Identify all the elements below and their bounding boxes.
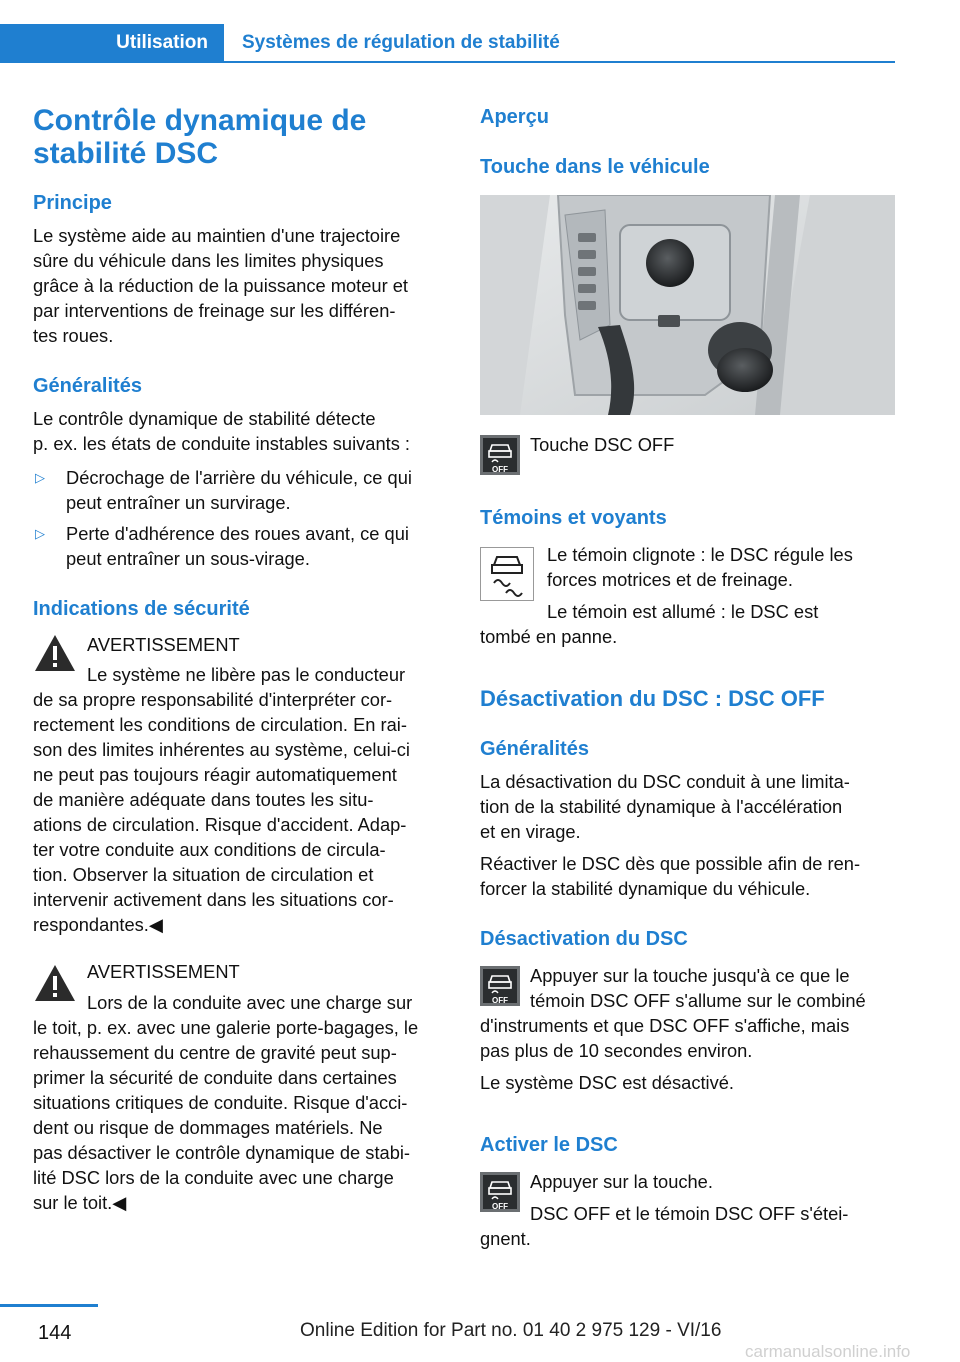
page-title-line-1: Contrôle dynamique de [33,104,367,137]
dsc-off-button-icon [480,435,520,475]
gen-line: forcer la stabilité dynamique du véhicule. [480,878,811,899]
warning-line: Le système ne libère pas le conducteur [87,664,406,685]
generalites-line: p. ex. les états de conduite instables suivants : [33,433,411,454]
generalites-line: Le contrôle dynamique de stabilité détecte [33,408,376,429]
bullet-triangle-icon: ▷ [35,526,45,541]
activer-line: Appuyer sur la touche. [530,1171,713,1192]
desact-line: Le système DSC est désactivé. [480,1072,735,1093]
svg-text:OFF: OFF [492,465,508,474]
desact-line: témoin DSC OFF s'allume sur le combiné [530,990,866,1011]
watermark: carmanualsonline.info [745,1342,911,1361]
desactivation-heading: Désactivation du DSC : DSC OFF [480,686,825,711]
warning-line: lité DSC lors de la conduite avec une charge [33,1167,394,1188]
warning-line: rehaussement du centre de gravité peut sup‐ [33,1042,397,1063]
principe-line: sûre du véhicule dans les limites physiques [33,250,384,271]
touche-heading: Touche dans le véhicule [480,156,710,178]
warning-line: rectement les conditions de circulation. En rai‐ [33,714,407,735]
warning-line: situations critiques de conduite. Risque d'acci‐ [33,1092,408,1113]
dsc-warning-lamp-icon [480,547,534,601]
gen-line: tion de la stabilité dynamique à l'accélération [480,796,843,817]
principe-line: grâce à la réduction de la puissance moteur et [33,275,408,296]
apercu-heading: Aperçu [480,106,549,128]
warning-line: ne peut pas toujours réagir automatiquement [33,764,397,785]
center-console-photo [480,195,895,415]
warning-line: Lors de la conduite avec une charge sur [87,992,413,1013]
warning-line: primer la sécurité de conduite dans certaines [33,1067,397,1088]
warning-title: AVERTISSEMENT [87,634,240,655]
gen-line: et en virage. [480,821,581,842]
header-tab: Utilisation [0,24,224,62]
temoins-line: Le témoin est allumé : le DSC est [547,601,819,622]
warning-line: ter votre conduite aux conditions de circula‐ [33,839,386,860]
warning-triangle-icon [33,962,77,1004]
warning-title: AVERTISSEMENT [87,961,240,982]
svg-text:OFF: OFF [492,1202,508,1211]
activer-line: gnent. [480,1228,531,1249]
warning-triangle-icon [33,632,77,674]
svg-text:OFF: OFF [492,996,508,1005]
warning-line: sur le toit.◀ [33,1192,127,1213]
desact-line: d'instruments et que DSC OFF s'affiche, mais [480,1015,850,1036]
warning-line: le toit, p. ex. avec une galerie porte-bagages, le [33,1017,419,1038]
principe-line: Le système aide au maintien d'une trajectoire [33,225,401,246]
dsc-off-button-icon [480,1172,520,1212]
principe-line: par interventions de freinage sur les différen‐ [33,300,396,321]
principe-line: tes roues. [33,325,114,346]
generalites-heading-right: Généralités [480,738,589,760]
page-title-line-2: stabilité DSC [33,137,219,170]
dsc-off-button-icon [480,966,520,1006]
desactivation-sub-heading: Désactivation du DSC [480,928,688,950]
temoins-heading: Témoins et voyants [480,507,667,529]
header-section-title: Systèmes de régulation de stabilité [242,32,560,53]
warning-line: pas désactiver le contrôle dynamique de stabi‐ [33,1142,411,1163]
page-number: 144 [38,1322,72,1344]
desact-line: pas plus de 10 secondes environ. [480,1040,753,1061]
activer-heading: Activer le DSC [480,1134,618,1156]
principe-heading: Principe [33,192,112,214]
warning-line: intervenir activement dans les situations cor‐ [33,889,394,910]
edition-text: Online Edition for Part no. 01 40 2 975 129 - VI/16 [300,1320,722,1341]
temoins-line: Le témoin clignote : le DSC régule les [547,544,853,565]
temoins-line: tombé en panne. [480,626,618,647]
touche-caption: Touche DSC OFF [530,434,675,455]
activer-line: DSC OFF et le témoin DSC OFF s'étei‐ [530,1203,849,1224]
footer-rule [0,1304,98,1307]
bullet-text: peut entraîner un survirage. [66,492,291,513]
temoins-line: forces motrices et de freinage. [547,569,793,590]
warning-line: respondantes.◀ [33,914,163,935]
warning-line: son des limites inhérentes au système, celui-ci [33,739,410,760]
desact-line: Appuyer sur la touche jusqu'à ce que le [530,965,850,986]
warning-line: tion. Observer la situation de circulation et [33,864,374,885]
warning-line: dent ou risque de dommages matériels. Ne [33,1117,383,1138]
gen-line: Réactiver le DSC dès que possible afin de ren‐ [480,853,861,874]
bullet-text: Perte d'adhérence des roues avant, ce qui [66,523,409,544]
securite-heading: Indications de sécurité [33,598,250,620]
warning-line: de manière adéquate dans toutes les situ‐ [33,789,374,810]
generalites-heading: Généralités [33,375,142,397]
bullet-triangle-icon: ▷ [35,470,45,485]
warning-line: de sa propre responsabilité d'interpréter cor‐ [33,689,393,710]
header-rule [0,61,895,63]
bullet-text: Décrochage de l'arrière du véhicule, ce qui [66,467,412,488]
gen-line: La désactivation du DSC conduit à une limita‐ [480,771,850,792]
bullet-text: peut entraîner un sous-virage. [66,548,310,569]
warning-line: ations de circulation. Risque d'accident. Adap‐ [33,814,407,835]
